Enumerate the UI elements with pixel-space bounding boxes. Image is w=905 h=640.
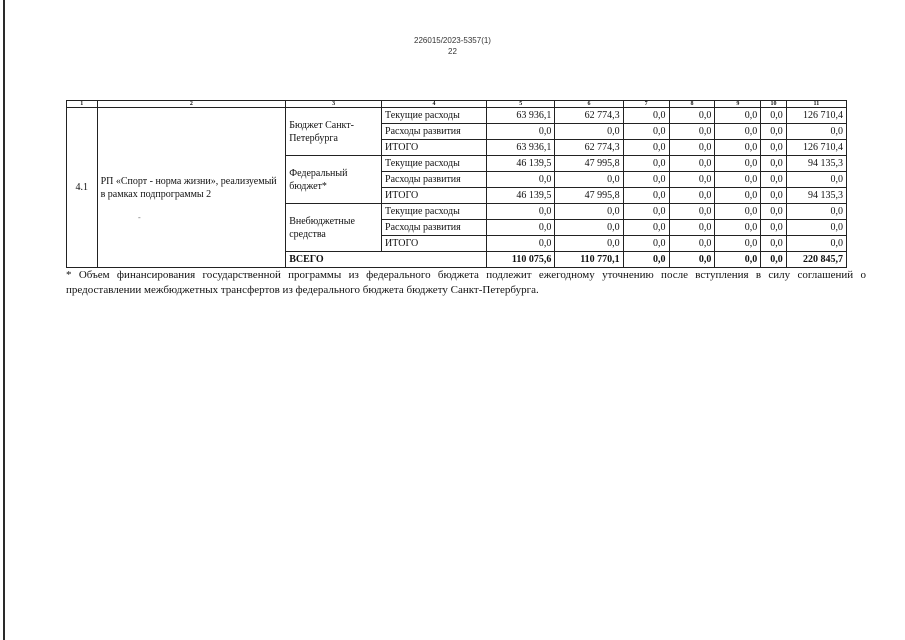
expense-type-cell: Расходы развития — [382, 124, 487, 140]
value-cell: 0,0 — [715, 140, 761, 156]
value-cell: 0,0 — [623, 204, 669, 220]
value-cell: 126 710,4 — [786, 140, 846, 156]
funding-source-cell: Федеральный бюджет* — [286, 156, 382, 204]
value-cell: 0,0 — [555, 124, 623, 140]
expense-type-cell: Расходы развития — [382, 172, 487, 188]
total-value-cell: 0,0 — [669, 252, 715, 268]
expense-type-cell: ИТОГО — [382, 188, 487, 204]
value-cell: 0,0 — [761, 172, 786, 188]
column-number: 3 — [286, 101, 382, 108]
value-cell: 0,0 — [669, 172, 715, 188]
value-cell: 0,0 — [669, 156, 715, 172]
column-number: 2 — [97, 101, 286, 108]
expense-type-cell: Текущие расходы — [382, 204, 487, 220]
value-cell: 0,0 — [761, 236, 786, 252]
value-cell: 0,0 — [715, 172, 761, 188]
value-cell: 0,0 — [761, 156, 786, 172]
page-edge-line — [3, 0, 5, 640]
value-cell: 0,0 — [555, 204, 623, 220]
value-cell: 0,0 — [761, 220, 786, 236]
column-number: 8 — [669, 101, 715, 108]
page-number: 22 — [448, 47, 457, 56]
document-number: 226015/2023-5357(1) — [414, 36, 491, 45]
value-cell: 94 135,3 — [786, 156, 846, 172]
value-cell: 47 995,8 — [555, 188, 623, 204]
value-cell: 62 774,3 — [555, 108, 623, 124]
value-cell: 47 995,8 — [555, 156, 623, 172]
value-cell: 0,0 — [786, 220, 846, 236]
expense-type-cell: ИТОГО — [382, 140, 487, 156]
column-number-row — [67, 101, 847, 108]
row-number-cell: 4.1 — [67, 108, 98, 268]
value-cell: 0,0 — [487, 204, 555, 220]
value-cell: 0,0 — [786, 204, 846, 220]
value-cell: 0,0 — [761, 204, 786, 220]
financing-table — [66, 100, 847, 268]
stray-mark: - — [138, 213, 141, 222]
total-value-cell: 110 770,1 — [555, 252, 623, 268]
expense-type-cell: Расходы развития — [382, 220, 487, 236]
total-value-cell: 0,0 — [623, 252, 669, 268]
value-cell: 62 774,3 — [555, 140, 623, 156]
total-value-cell: 110 075,6 — [487, 252, 555, 268]
value-cell: 0,0 — [715, 108, 761, 124]
total-label-cell: ВСЕГО — [286, 252, 487, 268]
value-cell: 0,0 — [487, 124, 555, 140]
value-cell: 0,0 — [669, 140, 715, 156]
value-cell: 0,0 — [786, 236, 846, 252]
column-number: 1 — [67, 101, 98, 108]
footnote: * Объем финансирования государственной программы из федерального бюджета подлежит ежегодному уточнению после вступления в силу соглашений о предоставлении межбюджетных трансфертов из федерального бюджета бюджету Санкт-Петербурга. — [66, 269, 866, 296]
value-cell: 0,0 — [623, 172, 669, 188]
value-cell: 0,0 — [555, 220, 623, 236]
value-cell: 63 936,1 — [487, 140, 555, 156]
value-cell: 0,0 — [669, 236, 715, 252]
value-cell: 0,0 — [786, 124, 846, 140]
value-cell: 0,0 — [623, 220, 669, 236]
expense-type-cell: ИТОГО — [382, 236, 487, 252]
column-number: 10 — [761, 101, 786, 108]
value-cell: 0,0 — [715, 156, 761, 172]
expense-type-cell: Текущие расходы — [382, 156, 487, 172]
value-cell: 0,0 — [715, 220, 761, 236]
expense-type-cell: Текущие расходы — [382, 108, 487, 124]
value-cell: 0,0 — [623, 188, 669, 204]
value-cell: 0,0 — [669, 220, 715, 236]
value-cell: 0,0 — [623, 236, 669, 252]
value-cell: 0,0 — [715, 204, 761, 220]
total-value-cell: 220 845,7 — [786, 252, 846, 268]
value-cell: 0,0 — [715, 188, 761, 204]
value-cell: 0,0 — [761, 124, 786, 140]
value-cell: 0,0 — [487, 220, 555, 236]
value-cell: 0,0 — [555, 236, 623, 252]
total-value-cell: 0,0 — [761, 252, 786, 268]
column-number: 4 — [382, 101, 487, 108]
value-cell: 0,0 — [786, 172, 846, 188]
value-cell: 126 710,4 — [786, 108, 846, 124]
table-row — [67, 108, 847, 124]
value-cell: 0,0 — [623, 124, 669, 140]
value-cell: 0,0 — [623, 108, 669, 124]
value-cell: 0,0 — [669, 188, 715, 204]
program-name-cell: РП «Спорт - норма жизни», реализуемый в рамках подпрограммы 2 — [97, 108, 286, 268]
value-cell: 0,0 — [715, 236, 761, 252]
value-cell: 0,0 — [487, 236, 555, 252]
total-value-cell: 0,0 — [715, 252, 761, 268]
column-number: 6 — [555, 101, 623, 108]
value-cell: 0,0 — [715, 124, 761, 140]
value-cell: 0,0 — [761, 108, 786, 124]
value-cell: 0,0 — [623, 140, 669, 156]
column-number: 7 — [623, 101, 669, 108]
funding-source-cell: Внебюджетные средства — [286, 204, 382, 252]
value-cell: 0,0 — [623, 156, 669, 172]
value-cell: 0,0 — [487, 172, 555, 188]
value-cell: 0,0 — [761, 188, 786, 204]
value-cell: 94 135,3 — [786, 188, 846, 204]
value-cell: 0,0 — [669, 204, 715, 220]
value-cell: 0,0 — [555, 172, 623, 188]
column-number: 11 — [786, 101, 846, 108]
value-cell: 0,0 — [669, 124, 715, 140]
column-number: 5 — [487, 101, 555, 108]
funding-source-cell: Бюджет Санкт-Петербурга — [286, 108, 382, 156]
document-header — [0, 35, 905, 57]
value-cell: 46 139,5 — [487, 156, 555, 172]
value-cell: 0,0 — [669, 108, 715, 124]
column-number: 9 — [715, 101, 761, 108]
value-cell: 0,0 — [761, 140, 786, 156]
value-cell: 63 936,1 — [487, 108, 555, 124]
value-cell: 46 139,5 — [487, 188, 555, 204]
